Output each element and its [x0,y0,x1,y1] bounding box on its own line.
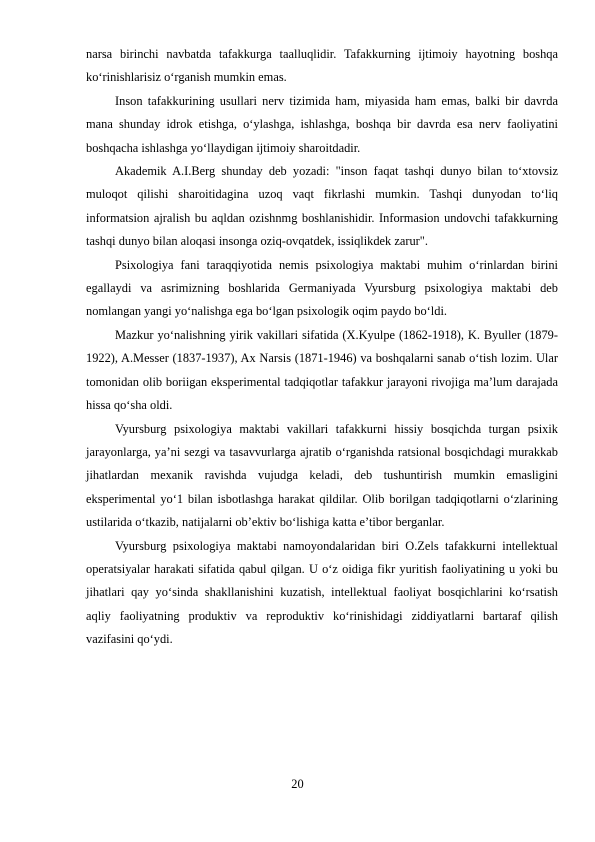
paragraph: Akademik A.I.Berg shunday deb yozadi: "inson faqat tashqi dunyo bilan to‘xtovsiz muloqot qilishi sharoitidagina uzoq vaqt fikrlashi mumkin. Tashqi dunyodan to‘liq informatsion ajralish bu aqldan ozishnmg boshlanishidir. Informasion undovchi tafakkurning tashqi dunyo bilan aloqasi insonga oziq-ovqatdek, issiqlikdek zarur". [86,164,558,249]
page-number: 20 [291,777,304,791]
paragraph: Inson tafakkurining usullari nerv tizimida ham, miyasida ham emas, balki bir davrda mana shunday idrok etishga, o‘ylashga, ishlashga, boshqa bir davrda esa nerv faoliyatini boshqacha ishlashga yo‘llaydigan ijtimoiy sharoitdadir. [86,93,558,155]
paragraph-continuation: narsa birinchi navbatda tafakkurga taalluqlidir. Tafakkurning ijtimoiy hayotning boshqa ko‘rinishlarisiz o‘rganish mumkin emas. [86,47,558,85]
paragraph: Vyursburg psixologiya maktabi vakillari tafakkurni hissiy bosqichda turgan psixik jarayonlarga, ya’ni sezgi va tasavvurlarga ajratib o‘rganishda ratsional bosqichdagi murakkab jihatlardan mexanik ravishda vujudga keladi, deb tushuntirish mumkin emasligini eksperimental yo‘1 bilan isbotlashga harakat qildilar. Olib borilgan tadqiqotlarni o‘zlarining ustilarida o‘tkazib, natijalarni ob’ektiv bo‘lishiga katta e’tibor berganlar. [86,421,558,530]
document-body [86,43,558,652]
paragraph: Vyursburg psixologiya maktabi namoyondalaridan biri O.Zels tafakkurni intellektual operatsiyalar harakati sifatida qabul qilgan. U o‘z oidiga fikr yuritish faoliyatining u yoki bu jihatlari qay yo‘sinda shakllanishini kuzatish, intellektual faoliyat bosqichlarini ko‘rsatish aqliy faoliyatning produktiv va reproduktiv ko‘rinishidagi ziddiyatlarni bartaraf qilish vazifasini qo‘ydi. [86,538,558,647]
paragraph: Psixologiya fani taraqqiyotida nemis psixologiya maktabi muhim o‘rinlardan birini egallaydi va asrimizning boshlarida Germaniyada Vyursburg psixologiya maktabi deb nomlangan yangi yo‘nalishga ega bo‘lgan psixologik oqim paydo bo‘ldi. [86,257,558,319]
paragraph: Mazkur yo‘nalishning yirik vakillari sifatida (X.Kyulpe (1862-1918), K. Byuller (1879-1922), A.Messer (1837-1937), Ax Narsis (1871-1946) va boshqalarni sanab o‘tish lozim. Ular tomonidan olib boriigan eksperimental tadqiqotlar tafakkur jarayoni rivojiga ma’lum darajada hissa qo‘sha oldi. [86,327,558,413]
